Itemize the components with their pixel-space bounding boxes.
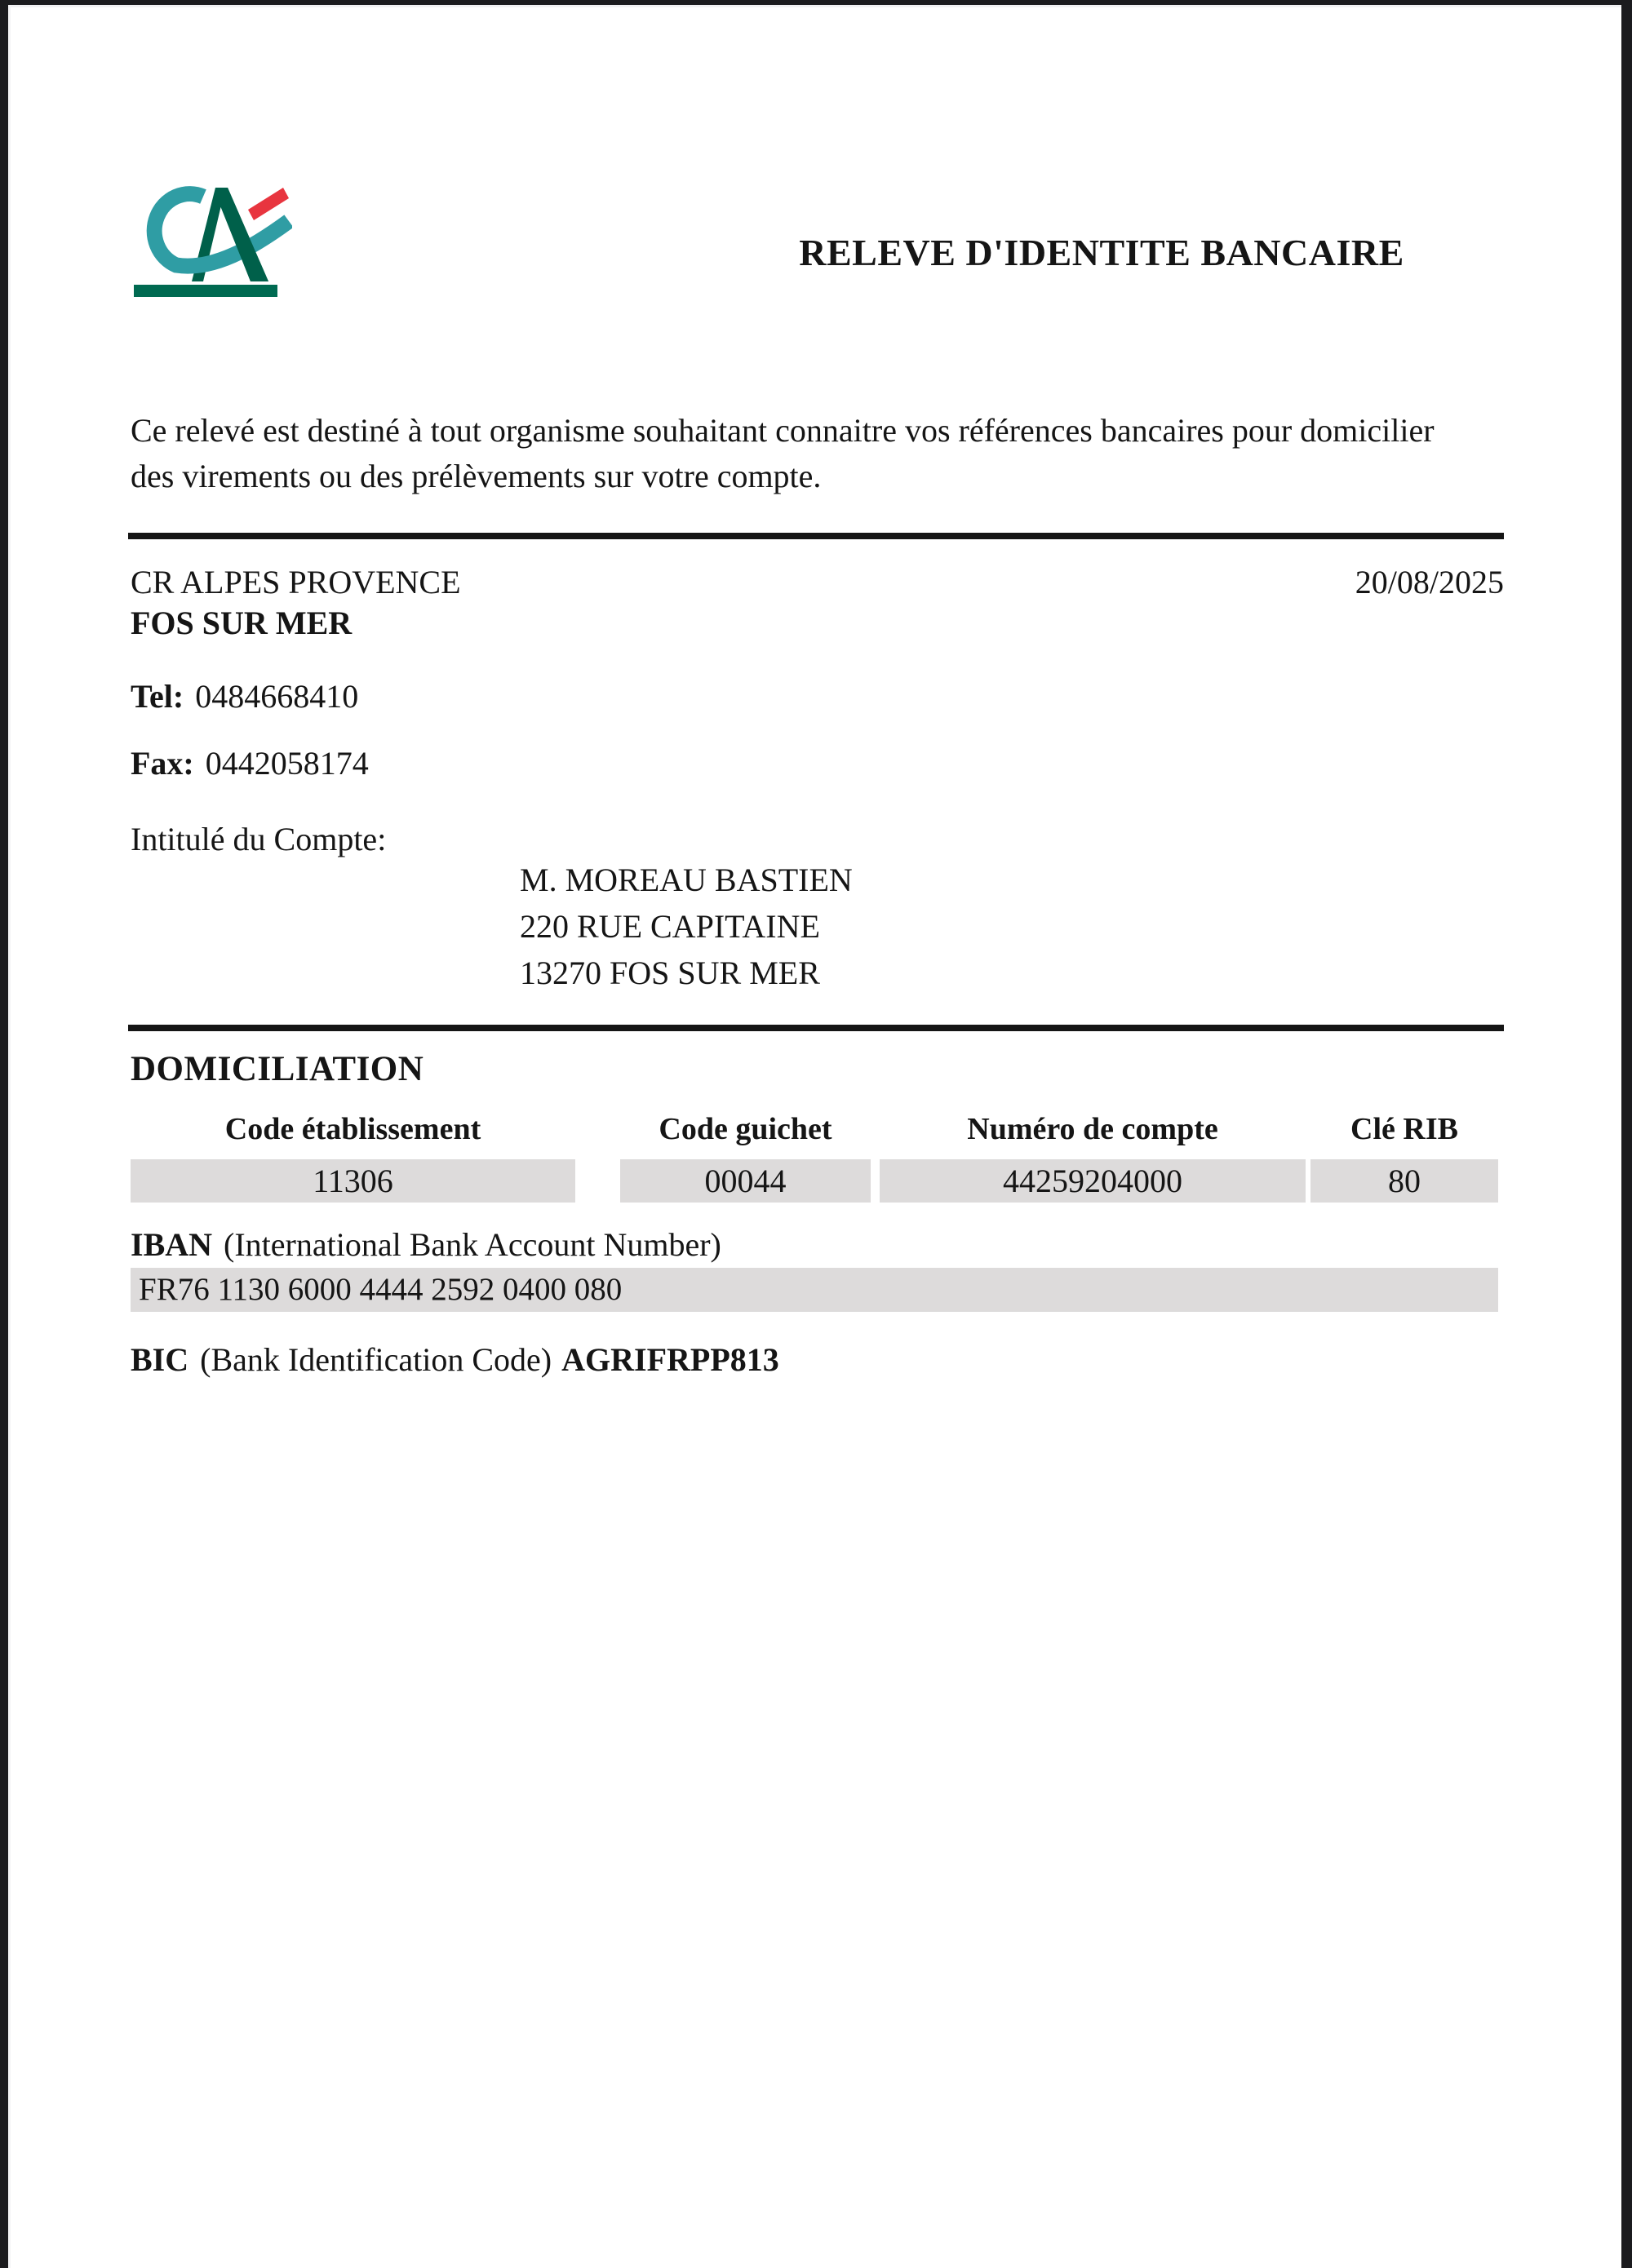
- scan-edge-left: [0, 0, 8, 2268]
- column-header-cle-rib: Clé RIB: [1350, 1112, 1458, 1146]
- bank-name: CR ALPES PROVENCE: [131, 564, 461, 600]
- rib-table-value-row: [131, 1159, 1498, 1203]
- value-numero-compte: 44259204000: [880, 1159, 1306, 1203]
- column-header-code-etablissement: Code établissement: [224, 1112, 481, 1146]
- page-inner-edge-top: [8, 5, 1621, 7]
- phone-number: 0484668410: [195, 678, 359, 715]
- intro-paragraph: Ce relevé est destiné à tout organisme souhaitant connaitre vos références bancaires pour domicilier des virements ou des prélèvements sur votre compte.: [131, 412, 1435, 494]
- value-code-etablissement: 11306: [131, 1159, 575, 1203]
- scan-edge-right: [1621, 0, 1632, 2268]
- bank-row: [131, 563, 1504, 601]
- iban-label-suffix: (International Bank Account Number): [224, 1226, 721, 1263]
- credit-agricole-logo: [131, 184, 292, 299]
- iban-label: IBAN: [131, 1226, 213, 1263]
- credit-agricole-logo-icon: [131, 184, 292, 299]
- bic-line: [131, 1340, 779, 1379]
- account-holder-block: [520, 857, 853, 996]
- rib-table-header-row: [131, 1111, 1498, 1147]
- fax-line: [131, 744, 369, 782]
- section-divider-top: [128, 533, 1504, 539]
- account-holder-street: 220 RUE CAPITAINE: [520, 908, 820, 945]
- bic-label-suffix: (Bank Identification Code): [200, 1341, 552, 1378]
- fax-label: Fax:: [131, 745, 194, 782]
- column-header-code-guichet: Code guichet: [659, 1112, 832, 1146]
- account-holder-city: 13270 FOS SUR MER: [520, 955, 820, 991]
- account-holder-name: M. MOREAU BASTIEN: [520, 862, 853, 898]
- bic-value: AGRIFRPP813: [561, 1341, 779, 1378]
- phone-line: [131, 677, 358, 715]
- document-title: RELEVE D'IDENTITE BANCAIRE: [799, 232, 1404, 273]
- iban-value: FR76 1130 6000 4444 2592 0400 080: [131, 1268, 1498, 1312]
- value-cle-rib: 80: [1310, 1159, 1498, 1203]
- bank-branch: FOS SUR MER: [131, 605, 353, 641]
- document-date: 20/08/2025: [1355, 564, 1504, 600]
- phone-label: Tel:: [131, 678, 184, 715]
- value-code-guichet: 00044: [620, 1159, 871, 1203]
- domiciliation-heading: DOMICILIATION: [131, 1050, 424, 1088]
- section-divider-domiciliation: [128, 1025, 1504, 1031]
- column-header-numero-compte: Numéro de compte: [967, 1112, 1218, 1146]
- account-title-label: Intitulé du Compte:: [131, 821, 387, 857]
- page-inner-edge-left: [8, 5, 11, 2268]
- iban-label-line: [131, 1225, 721, 1264]
- bic-label: BIC: [131, 1341, 189, 1378]
- fax-number: 0442058174: [205, 745, 369, 782]
